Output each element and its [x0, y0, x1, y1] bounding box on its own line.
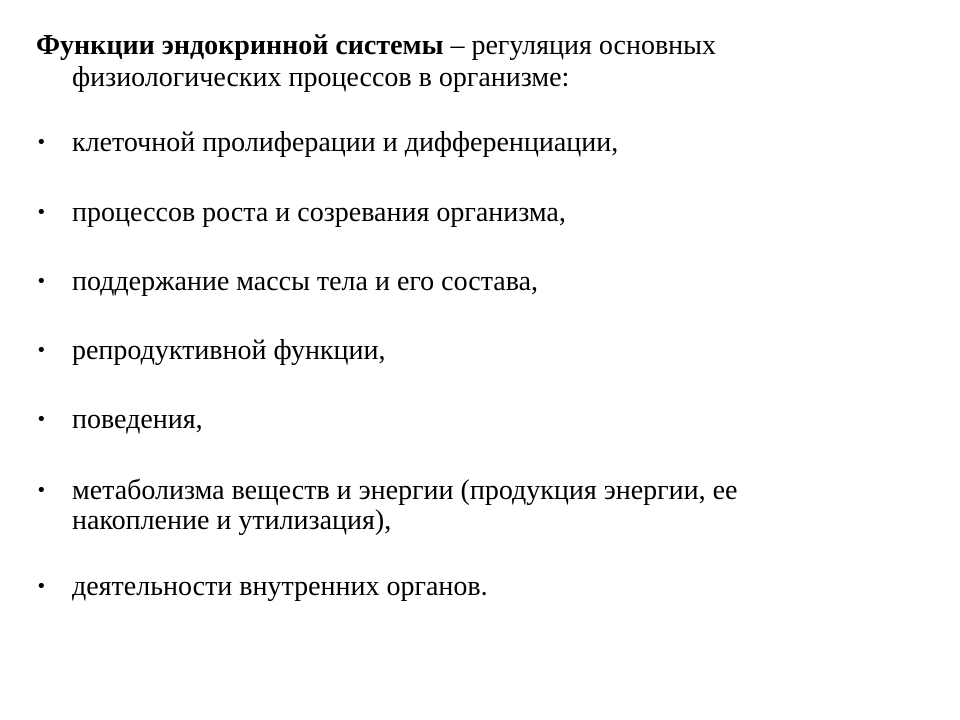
list-item — [36, 476, 916, 536]
list-item-text-line-1: метаболизма веществ и энергии (продукция энергии, ее — [72, 475, 738, 506]
intro-bold-title: Функции эндокринной системы — [36, 30, 444, 61]
bullet-icon: • — [36, 409, 47, 430]
intro-line-1 — [36, 30, 916, 62]
list-item-text: процессов роста и созревания организма, — [72, 197, 566, 228]
bullet-icon: • — [36, 271, 47, 292]
list-item — [36, 267, 916, 297]
bullet-icon: • — [36, 480, 47, 501]
list-item — [36, 405, 916, 435]
bullet-icon: • — [36, 132, 47, 153]
list-item — [36, 572, 916, 602]
intro-paragraph — [36, 30, 916, 94]
bullet-icon: • — [36, 202, 47, 223]
bullet-icon: • — [36, 340, 47, 361]
intro-line-2: физиологических процессов в организме: — [72, 62, 570, 93]
list-item-text: поведения, — [72, 404, 203, 435]
list-item-text-line-2: накопление и утилизация), — [72, 505, 392, 536]
list-item — [36, 128, 916, 158]
list-item-text: деятельности внутренних органов. — [72, 571, 488, 602]
list-item — [36, 336, 916, 366]
list-item-text: поддержание массы тела и его состава, — [72, 266, 538, 297]
list-item — [36, 198, 916, 228]
list-item-text: клеточной пролиферации и дифференциации, — [72, 127, 619, 158]
bullet-icon: • — [36, 576, 47, 597]
list-item-text: репродуктивной функции, — [72, 335, 386, 366]
intro-line-1-rest: – регуляция основных — [443, 30, 716, 61]
